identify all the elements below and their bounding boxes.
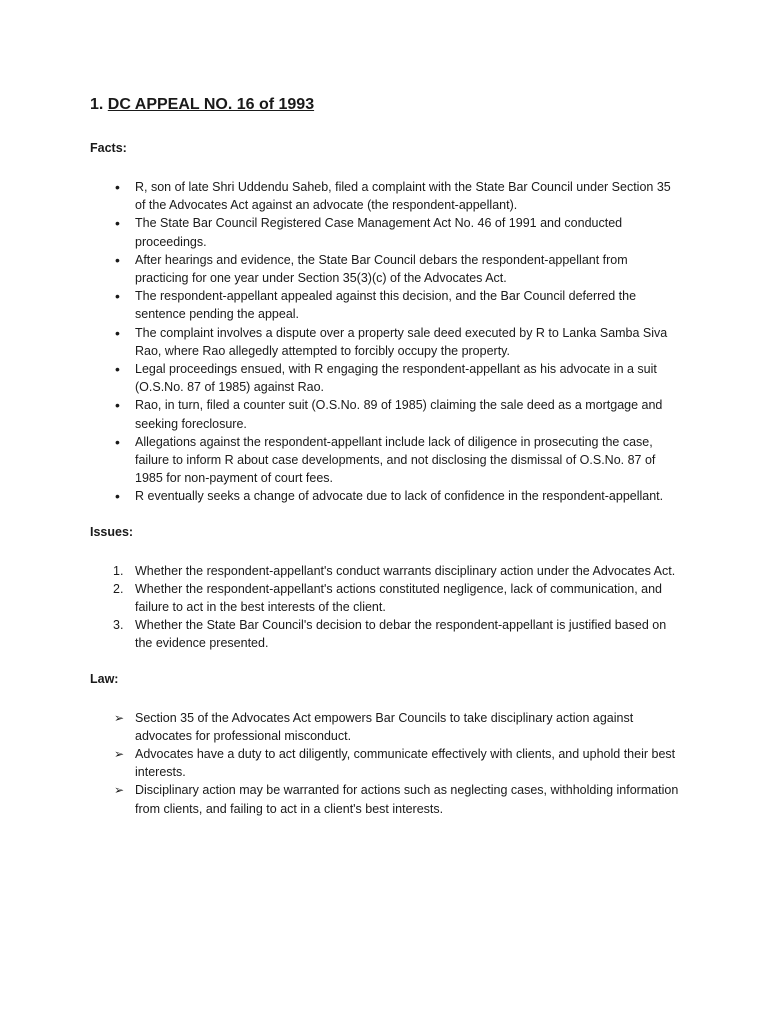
law-heading: Law: — [90, 671, 119, 686]
bullet-icon: • — [115, 397, 120, 414]
facts-heading: Facts: — [90, 141, 127, 155]
list-item — [90, 562, 688, 580]
fact-text: Allegations against the respondent-appellant include lack of diligence in prosecuting the case, failure to inform R about case developments, and not disclosing the dismissal of O.S.No. 87 of 1985 for non-payment of court fees. — [135, 434, 656, 486]
facts-list — [90, 178, 688, 506]
bullet-icon: • — [115, 361, 120, 378]
title-text: DC APPEAL NO. 16 of 1993 — [107, 96, 315, 113]
fact-text: After hearings and evidence, the State Bar Council debars the respondent-appellant from practicing for one year under Section 35(3)(c) of the Advocates Act. — [135, 252, 628, 286]
arrow-bullet-icon: ➢ — [114, 747, 125, 762]
list-item — [90, 178, 688, 214]
law-text: Section 35 of the Advocates Act empowers Bar Councils to take disciplinary action against advocates for professional misconduct. — [135, 710, 634, 743]
bullet-icon: • — [115, 288, 120, 305]
bullet-icon: • — [115, 251, 120, 268]
list-item — [90, 616, 688, 652]
list-item — [90, 324, 688, 360]
issues-list — [90, 562, 688, 653]
list-item — [90, 709, 688, 745]
list-item — [90, 251, 688, 287]
arrow-bullet-icon: ➢ — [114, 783, 125, 798]
fact-text: Legal proceedings ensued, with R engaging the respondent-appellant as his advocate in a suit (O.S.No. 87 of 1985) against Rao. — [135, 362, 657, 395]
law-text: Advocates have a duty to act diligently, communicate effectively with clients, and uphold their best interests. — [135, 747, 676, 780]
fact-text: R, son of late Shri Uddendu Saheb, filed a complaint with the State Bar Council under Section 35 of the Advocates Act against an advocate (the respondent-appellant). — [135, 180, 671, 213]
bullet-icon: • — [115, 215, 120, 232]
bullet-icon: • — [115, 324, 120, 341]
arrow-bullet-icon: ➢ — [114, 710, 125, 725]
list-item — [90, 580, 688, 616]
fact-text: The complaint involves a dispute over a property sale deed executed by R to Lanka Samba Siva Rao, where Rao allegedly attempted to forcibly occupy the property. — [135, 325, 668, 358]
issues-heading: Issues: — [90, 524, 134, 539]
fact-text: Rao, in turn, filed a counter suit (O.S.No. 89 of 1985) claiming the sale deed as a mortgage and seeking foreclosure. — [135, 398, 663, 431]
list-item — [90, 360, 688, 396]
list-item — [90, 781, 688, 817]
list-item — [90, 487, 688, 505]
bullet-icon: • — [115, 433, 120, 450]
issue-number: 2. — [113, 581, 124, 596]
fact-text: The State Bar Council Registered Case Management Act No. 46 of 1991 and conducted proceedings. — [135, 216, 623, 249]
law-text: Disciplinary action may be warranted for actions such as neglecting cases, withholding information from clients, and failing to act in a client's best interests. — [135, 783, 679, 816]
fact-text: R eventually seeks a change of advocate due to lack of confidence in the respondent-appellant. — [135, 489, 664, 504]
bullet-icon: • — [115, 179, 120, 195]
issue-text: Whether the respondent-appellant's actions constituted negligence, lack of communication, and failure to act in the best interests of the client. — [135, 581, 663, 615]
issue-text: Whether the State Bar Council's decision to debar the respondent-appellant is justified based on the evidence presented. — [135, 618, 667, 651]
title-number: 1. — [90, 96, 104, 113]
list-item — [90, 433, 688, 488]
list-item — [90, 396, 688, 432]
issue-number: 1. — [113, 563, 124, 578]
fact-text: The respondent-appellant appealed against this decision, and the Bar Council deferred the sentence pending the appeal. — [135, 289, 637, 322]
list-item — [90, 214, 688, 250]
bullet-icon: • — [115, 488, 120, 505]
list-item — [90, 287, 688, 323]
issue-text: Whether the respondent-appellant's conduct warrants disciplinary action under the Advocates Act. — [135, 563, 676, 578]
list-item — [90, 745, 688, 781]
law-list — [90, 709, 688, 818]
document-title — [90, 93, 688, 117]
issue-number: 3. — [113, 618, 124, 633]
